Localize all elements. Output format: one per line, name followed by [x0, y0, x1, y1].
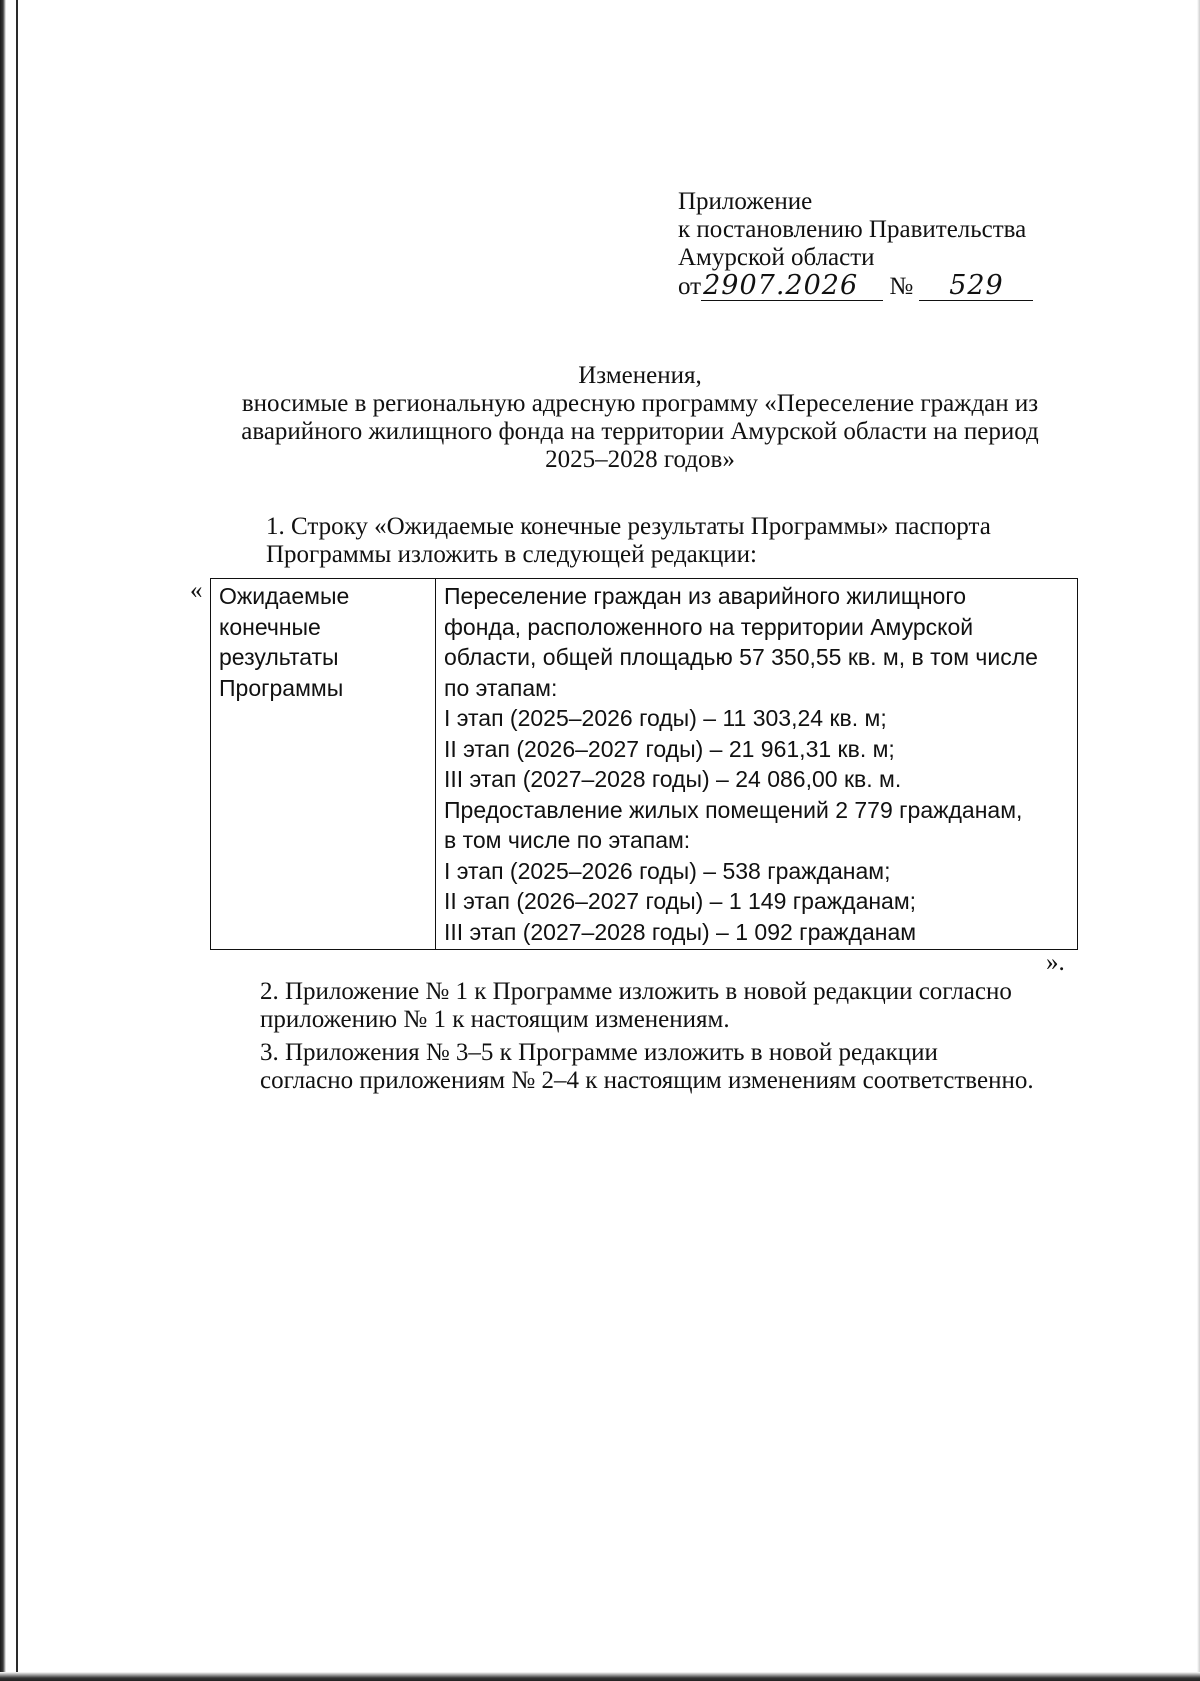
scan-edge-bottom — [0, 1672, 1200, 1681]
closing-quote: ». — [1046, 949, 1065, 976]
title-line-3: 2025–2028 годов» — [545, 446, 735, 473]
appendix-header — [678, 188, 1098, 301]
label-line: Ожидаемые — [219, 583, 350, 609]
paragraph-3 — [196, 1039, 1068, 1095]
paragraph-3-line-2: согласно приложениям № 2–4 к настоящим изменениям соответственно. — [260, 1067, 1034, 1094]
value-line: области, общей площадью 57 350,55 кв. м, в том числе — [444, 644, 1038, 670]
opening-quote: « — [190, 577, 203, 604]
value-line: I этап (2025–2026 годы) – 11 303,24 кв. м; — [444, 705, 887, 731]
scan-edge-line — [16, 0, 18, 1681]
paragraph-2-line-2: приложению № 1 к настоящим изменениям. — [260, 1006, 730, 1033]
title-line-1: вносимые в региональную адресную программу «Переселение граждан из — [241, 390, 1039, 417]
scan-edge-left — [0, 0, 6, 1681]
paragraph-3-line-1: 3. Приложения № 3–5 к Программе изложить в новой редакции — [260, 1039, 938, 1066]
handwritten-number: 529 — [919, 272, 1033, 301]
label-line: результаты — [219, 644, 339, 670]
table-value-cell — [436, 579, 1078, 950]
value-line: Предоставление жилых помещений 2 779 гражданам, — [444, 796, 1023, 823]
paragraph-1 — [200, 513, 1078, 569]
table-row — [211, 579, 1078, 950]
value-line: II этап (2026–2027 годы) – 1 149 гражданам; — [444, 888, 917, 914]
paragraph-1-line-1: 1. Строку «Ожидаемые конечные результаты Программы» паспорта — [266, 513, 991, 540]
table-label-cell — [211, 579, 436, 950]
number-prefix: № — [889, 273, 914, 300]
value-line: по этапам: — [444, 674, 558, 701]
value-line: фонда, расположенного на территории Амурской — [444, 613, 974, 640]
value-line: Переселение граждан из аварийного жилищного — [444, 583, 967, 609]
appendix-line-3: Амурской области — [678, 244, 875, 271]
passport-table — [210, 578, 1078, 950]
value-line: III этап (2027–2028 годы) – 1 092 гражданам — [444, 918, 917, 945]
title-heading: Изменения, — [578, 362, 702, 389]
value-line: III этап (2027–2028 годы) – 24 086,00 кв. м. — [444, 766, 902, 792]
value-line: II этап (2026–2027 годы) – 21 961,31 кв. м; — [444, 735, 895, 762]
title-line-2: аварийного жилищного фонда на территории Амурской области на период — [241, 418, 1039, 445]
document-title — [200, 362, 1080, 474]
date-prefix: от — [678, 273, 702, 300]
handwritten-date: 2907.2026 — [701, 272, 883, 301]
appendix-line-1: Приложение — [678, 188, 813, 215]
appendix-line-2: к постановлению Правительства — [678, 216, 1027, 243]
paragraph-2 — [196, 978, 1068, 1034]
label-line: конечные — [219, 613, 321, 640]
appendix-date-number-line — [678, 272, 1098, 301]
value-line: в том числе по этапам: — [444, 827, 691, 853]
paragraph-2-line-1: 2. Приложение № 1 к Программе изложить в новой редакции согласно — [260, 978, 1012, 1005]
label-line: Программы — [219, 674, 344, 701]
value-line: I этап (2025–2026 годы) – 538 гражданам; — [444, 857, 891, 884]
paragraph-1-line-2: Программы изложить в следующей редакции: — [266, 541, 758, 568]
